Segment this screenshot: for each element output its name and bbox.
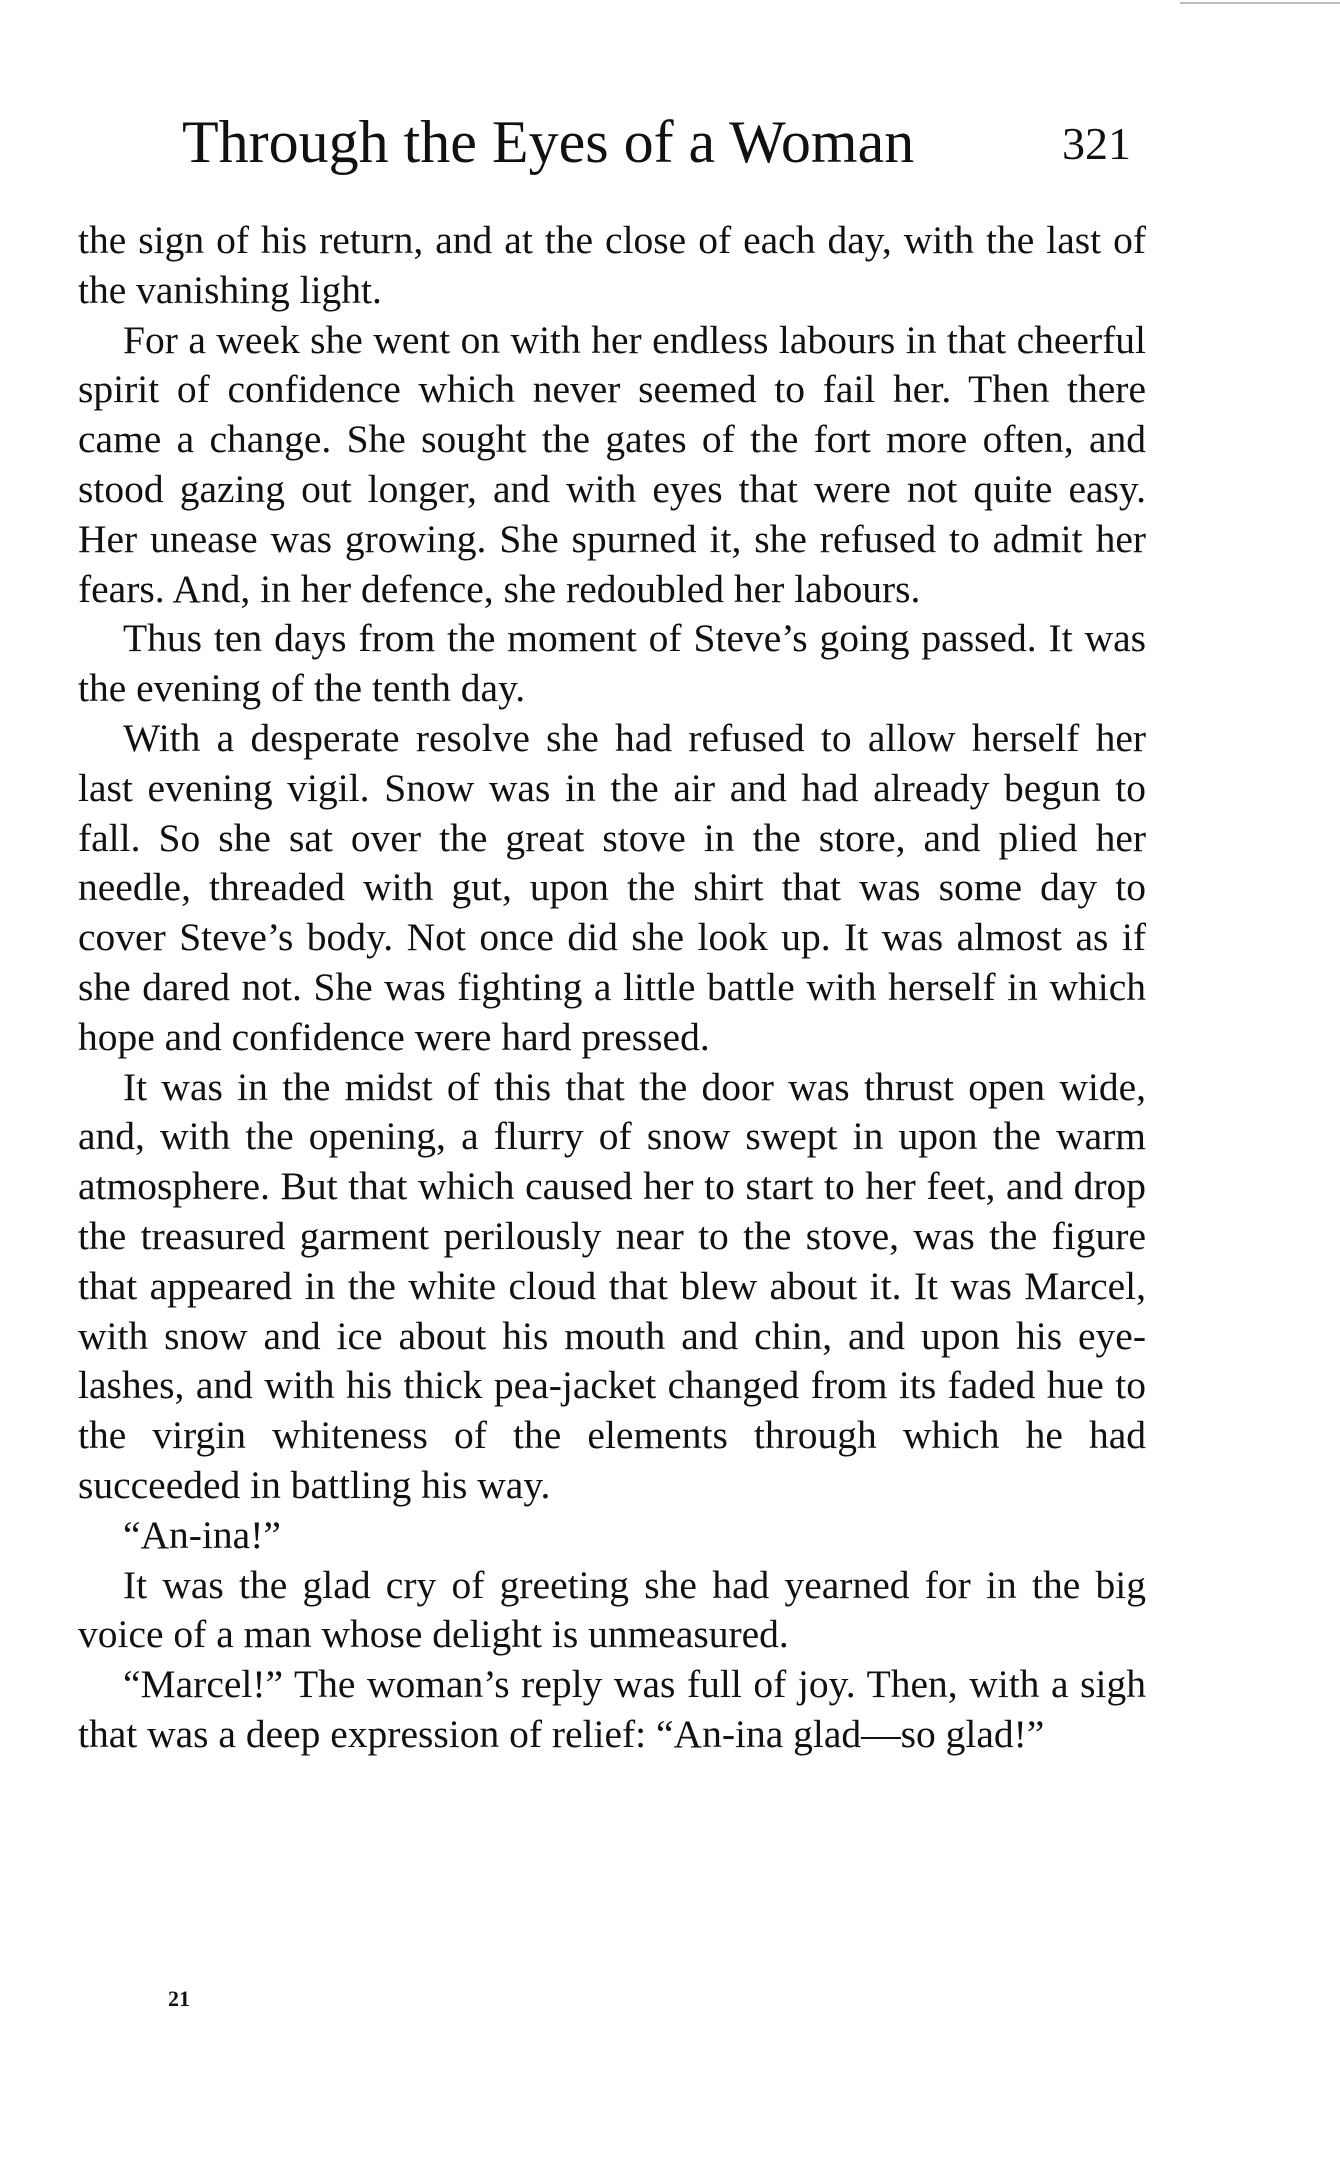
paragraph: “Marcel!” The woman’s reply was full of joy. Then, with a sigh that was a deep expression of relief: “An-ina glad—so glad!”: [78, 1662, 1146, 1756]
dialogue-line: “An-ina!”: [123, 1512, 281, 1557]
paragraph: It was the glad cry of greeting she had yearned for in the big voice of a man whose delight is unmeasured.: [78, 1562, 1146, 1657]
paragraph: Thus ten days from the moment of Steve’s going passed. It was the evening of the tenth day.: [78, 616, 1146, 711]
running-title: Through the Eyes of a Woman: [182, 109, 915, 175]
running-head: [182, 102, 1162, 182]
paragraph: With a desperate resolve she had refused to allow herself her last evening vigil. Snow was in the air and had already begun to fall. So she sat over the great stove in the store, and plied her needle, threaded with gut, upon the shirt that was some day to cover Steve’s body. Not once did she look up. It was almost as if she dared not. She was fighting a little battle with herself in which hope and confidence were hard pressed.: [78, 715, 1146, 1059]
page-number: 321: [1062, 118, 1131, 169]
signature-mark: 21: [168, 1986, 190, 2011]
body-text: [78, 216, 1146, 1760]
scan-edge-rule: [1180, 2, 1340, 4]
paragraph: For a week she went on with her endless labours in that cheerful spirit of confidence which never seemed to fail her. Then there came a change. She sought the gates of the fort more often, and stood gazing out longer, and with eyes that were not quite easy. Her unease was growing. She spurned it, she refused to admit her fears. And, in her defence, she redoubled her labours.: [78, 317, 1146, 611]
paragraph-continued: the sign of his return, and at the close of each day, with the last of the vanishing light.: [78, 218, 1146, 312]
paragraph: It was in the midst of this that the door was thrust open wide, and, with the opening, a flurry of snow swept in upon the warm atmosphere. But that which caused her to start to her feet, and drop the treasured garment perilously near to the stove, was the figure that appeared in the white cloud that blew about it. It was Marcel, with snow and ice about his mouth and chin, and upon his eye-lashes, and with his thick pea-jacket changed from its faded hue to the virgin whiteness of the elements through which he had succeeded in battling his way.: [78, 1064, 1146, 1507]
